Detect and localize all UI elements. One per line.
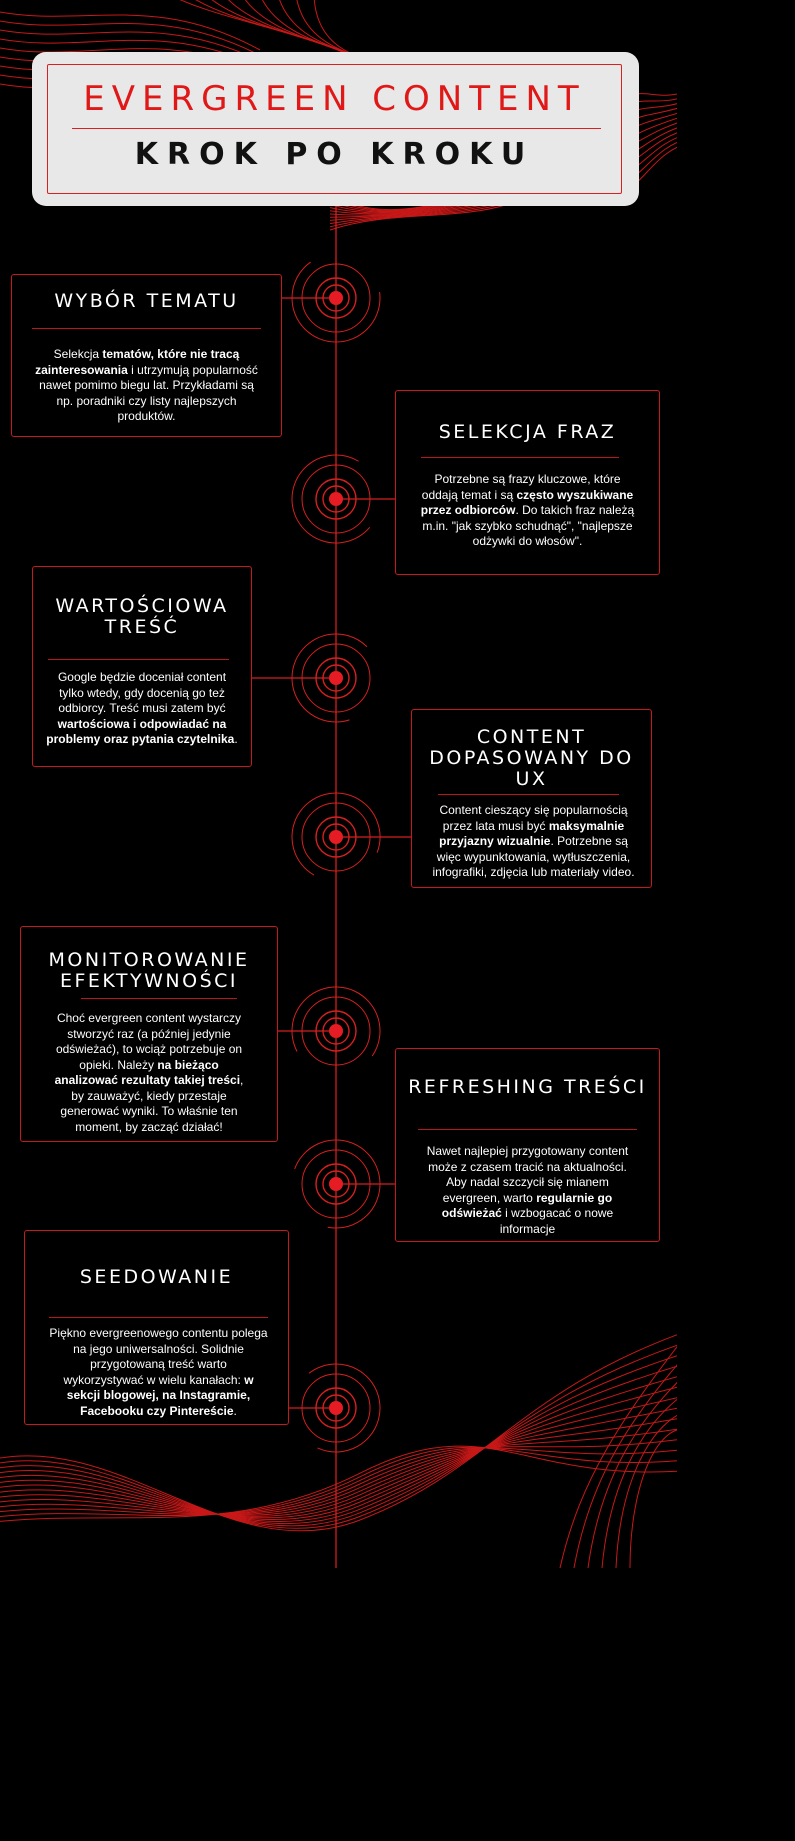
step-text: Potrzebne są frazy kluczowe, które oddają temat i są często wyszukiwane przez odbiorców. Do takich fraz należą m.in. "jak szybko schudnąć", "najlepsze odżywki do włosów". <box>420 472 635 548</box>
step-card-wybor-tematu <box>11 274 282 437</box>
step-card-selekcja-fraz <box>395 390 660 575</box>
node-core <box>329 671 343 685</box>
step-title: WARTOŚCIOWA TREŚĆ <box>55 595 229 638</box>
step-text: Piękno evergreenowego contentu polega na jego uniwersalności. Solidnie przygotowaną treść warto wykorzystywać w wielu kanałach: w sekcji blogowej, na Instagramie, Facebooku czy Pintereście. <box>49 1326 268 1418</box>
step-card-refreshing <box>395 1048 660 1242</box>
node-core <box>329 830 343 844</box>
timeline-node <box>231 627 387 729</box>
title-card <box>32 52 639 206</box>
step-card-wartosciowa-tresc <box>32 566 252 767</box>
step-card-content-ux <box>411 709 652 888</box>
step-title: SELEKCJA FRAZ <box>438 421 617 443</box>
step-divider <box>418 1129 637 1130</box>
step-card-seedowanie <box>24 1230 289 1425</box>
node-core <box>329 1024 343 1038</box>
title-divider <box>72 128 601 129</box>
step-divider <box>438 794 619 795</box>
title-frame <box>47 64 622 194</box>
node-core <box>329 291 343 305</box>
node-core <box>329 1401 343 1415</box>
step-divider <box>32 328 261 329</box>
page-title: EVERGREEN CONTENT <box>83 79 586 119</box>
step-divider <box>421 457 619 458</box>
step-text: Choć evergreen content wystarczy stworzyć raz (a później jedynie odświeżać), to wciąż potrzebuje on opieki. Należy na bieżąco analizować rezultaty takiej treści, by zauważyć, kiedy przestaje generować wyniki. To właśnie ten moment, by zacząć działać! <box>54 1011 244 1134</box>
node-core <box>329 492 343 506</box>
timeline-node <box>276 777 430 897</box>
step-card-monitorowanie <box>20 926 278 1142</box>
step-divider <box>81 998 237 999</box>
step-text: Selekcja tematów, które nie tracą zainteresowania i utrzymują popularność nawet pomimo biegu lat. Przykładami są np. poradniki czy listy najlepszych produktów. <box>35 347 258 423</box>
step-text: Google będzie doceniał content tylko wtedy, gdy docenią go też odbiorcy. Treść musi zatem być wartościowa i odpowiadać na problemy oraz pytania czytelnika. <box>46 670 238 746</box>
step-text: Content cieszący się popularnością przez lata musi być maksymalnie przyjazny wizualnie. Potrzebne są więc wypunktowania, wytłuszczenia, infografiki, zdjęcia lub materiały video. <box>432 803 635 879</box>
step-divider <box>49 1317 268 1318</box>
step-divider <box>48 659 229 660</box>
step-text: Nawet najlepiej przygotowany content może z czasem tracić na aktualności. Aby nadal szczycił się mianem evergreen, warto regularnie go odświeżać i wzbogacać o nowe informacje <box>426 1144 629 1236</box>
step-title: SEEDOWANIE <box>79 1266 234 1288</box>
page-subtitle: KROK PO KROKU <box>134 137 535 172</box>
step-title: WYBÓR TEMATU <box>54 290 239 312</box>
step-title: MONITOROWANIE EFEKTYWNOŚCI <box>48 949 250 992</box>
node-core <box>329 1177 343 1191</box>
step-title: REFRESHING TREŚCI <box>408 1076 647 1098</box>
step-title: CONTENT DOPASOWANY DO UX <box>429 726 634 790</box>
